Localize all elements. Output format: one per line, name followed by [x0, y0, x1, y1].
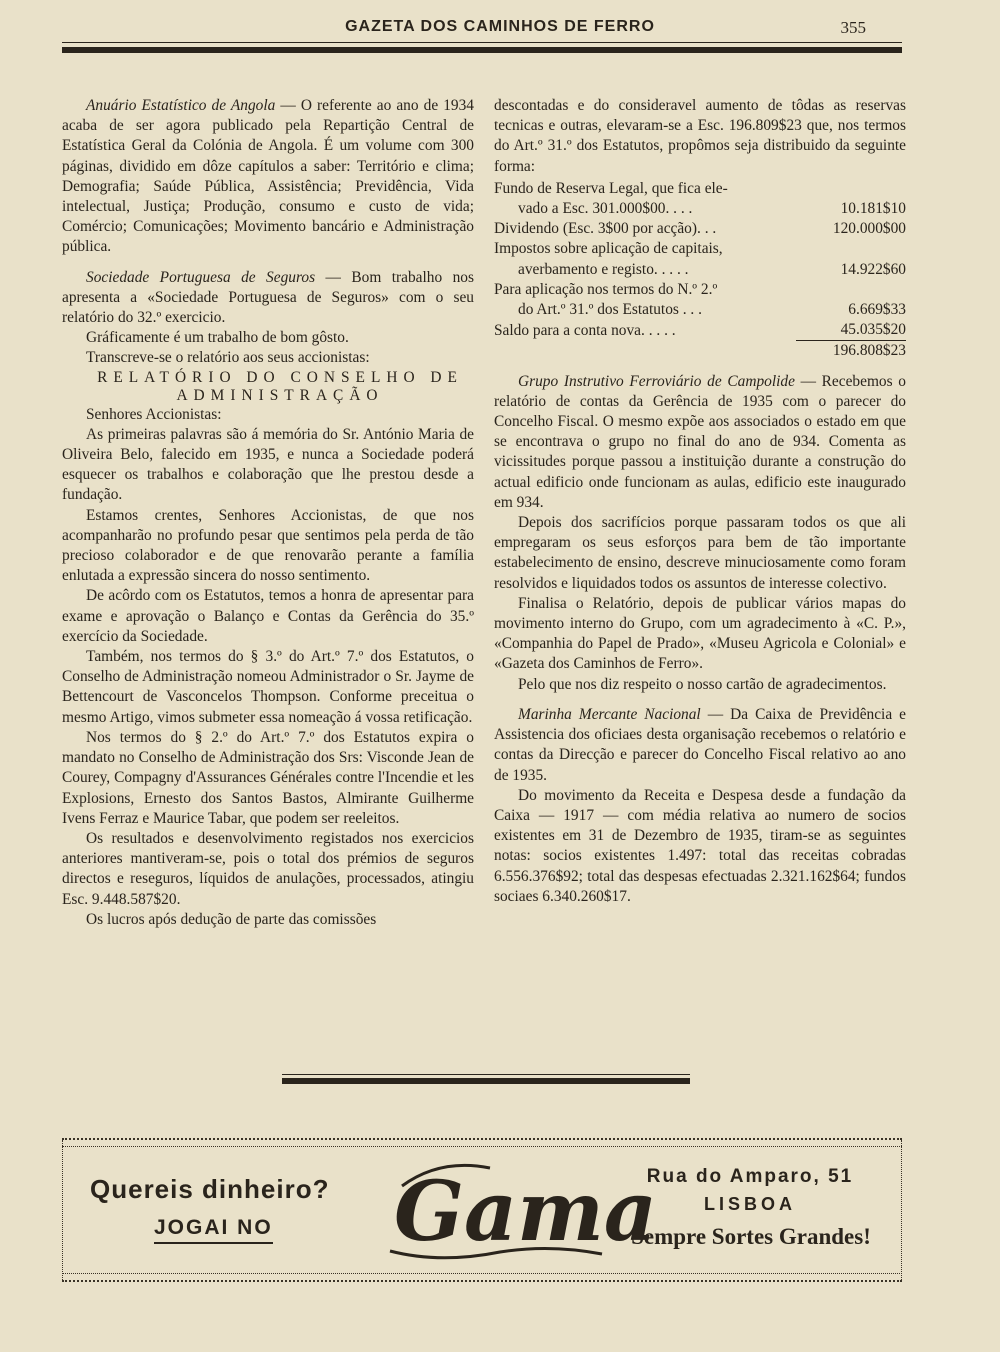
relatorio-paragraph: Também, nos termos do § 3.º do Art.º 7.º dos Estatutos, o Conselho de Administração nomeou Administrador o Sr. Jayme de Bettencourt de Vasconcelos Thompson. Conforme preceitua o mesmo Artigo, vimos submeter essa nomeação á vossa retificação.	[62, 648, 474, 726]
gama-logo	[380, 1156, 658, 1266]
relatorio-title: RELATÓRIO DO CONSELHO DE	[97, 368, 463, 386]
distribution-amount: 10.181$10	[840, 200, 906, 218]
sociedade-paragraph: Transcreve-se o relatório aos seus accionistas:	[86, 349, 370, 367]
relatorio-paragraph: De acôrdo com os Estatutos, temos a honra de apresentar para exame e aprovação o Balanço e Contas da Gerência do 35.º exercício da Sociedade.	[62, 587, 474, 645]
grupo-paragraph: Finalisa o Relatório, depois de publicar vários mapas do movimento interno do Grupo, com um agradecimento à «C. P.», «Companhia do Papel de Prado», «Museu Agricola e Colonial» e «Gazeta dos Caminhos de Ferro».	[494, 594, 906, 673]
section-divider	[282, 1074, 690, 1075]
advertisement-box	[62, 1138, 902, 1282]
sociedade-article	[62, 268, 474, 329]
dotted-border	[62, 1140, 63, 1280]
distribution-row	[494, 179, 906, 199]
grupo-paragraph: Pelo que nos diz respeito o nosso cartão de agradecimentos.	[518, 675, 887, 693]
marinha-text: — Da Caixa de Previdência e Assistencia dos oficiaes desta organisação recebemos o relatório e contas da Direcção e parecer do Concelho Fiscal relativo ao ano de 1935.	[494, 705, 906, 784]
relatorio-paragraph: Nos termos do § 2.º do Art.º 7.º dos Estatutos expira o mandato no Conselho de Administração dos Srs: Visconde Jean de Courey, Compagny d'Assurances Générales contre l'Incendie et les Explosions, Ernesto dos Santos Bastos, Almirante Guilherme Ivens Ferraz e Maurice Tabar, que podem ser reeleitos.	[62, 728, 474, 827]
distribution-amount	[796, 239, 906, 259]
header-rule	[62, 42, 902, 43]
left-column	[62, 96, 474, 930]
distribution-label: Saldo para a conta nova. . . . .	[494, 321, 676, 339]
anuario-article	[62, 96, 474, 258]
page-number: 355	[840, 18, 866, 37]
distribution-amount: 120.000$00	[832, 220, 906, 238]
marinha-heading: Marinha Mercante Nacional	[518, 705, 701, 723]
grupo-article	[494, 372, 906, 513]
grupo-heading: Grupo Instrutivo Ferroviário de Campolide	[518, 372, 795, 390]
distribution-amount: 45.035$20	[840, 321, 906, 339]
distribution-label: Dividendo (Esc. 3$00 por acção). . .	[494, 220, 717, 238]
continued-paragraph: descontadas e do consideravel aumento de tôdas as reservas tecnicas e outras, elevaram-se a Esc. 196.809$23 que, nos termos do Art.º 31.º dos Estatutos, propômos seja distribuido da seguinte forma:	[494, 97, 906, 175]
relatorio-paragraph: Os lucros após dedução de parte das comissões	[86, 910, 377, 928]
dotted-border	[62, 1146, 902, 1147]
distribution-amount: 14.922$60	[840, 260, 906, 278]
distribution-label: Impostos sobre aplicação de capitais,	[494, 240, 723, 258]
anuario-text: — O referente ao ano de 1934 acaba de ser agora publicado pela Repartição Central de Estatística Geral da Colónia de Angola. É um volume com 300 páginas, dividido em dôze capítulos a saber: Território e clima; Demografia; Saúde Pública, Assistência; Previdência, Vida intelectual, Justiça; Produção, consumo e custo de vida; Comércio; Comunicações; Movimento bancário e Administração pública.	[62, 97, 474, 256]
anuario-heading: Anuário Estatístico de Angola	[86, 97, 276, 114]
distribution-amount	[796, 280, 906, 300]
header-rule-thick	[62, 47, 902, 53]
relatorio-paragraph: As primeiras palavras são á memória do Sr. António Maria de Oliveira Belo, falecido em 1935, e nunca a Sociedade poderá esquecer os trabalhos e colaboração que lhe prestou desde a fundação.	[62, 425, 474, 504]
grupo-text: — Recebemos o relatório de contas da Gerência de 1935 com o parecer do Concelho Fiscal. O mesmo expõe aos associados o estado em que se encontrava o grupo no final do ano de 934. Comenta as vicissitudes porque passou a instituição durante a construção do actual edificio onde funcionam as aulas, edificio este inaugurado em 934.	[494, 372, 906, 511]
distribution-label: Para aplicação nos termos do N.º 2.º	[494, 280, 718, 298]
relatorio-title: ADMINISTRAÇÃO	[176, 386, 384, 404]
ad-city: LISBOA	[703, 1194, 796, 1214]
grupo-paragraph: Depois dos sacrifícios porque passaram todos os que ali empregaram os seus esforços para bem de tão importante estabelecimento de ensino, descreve minuciosamente como foram resolvidos e liquidados todos os assuntos de interesse colectivo.	[494, 514, 906, 592]
distribution-table	[494, 179, 906, 362]
distribution-total-label	[494, 341, 796, 362]
ad-slogan: Sempre Sortes Grandes!	[631, 1224, 871, 1249]
relatorio-paragraph: Os resultados e desenvolvimento registados nos exercicios anteriores mantiveram-se, pois o total dos prémios de seguros directos e reseguros, líquidos de anulações, processados, atingiu Esc. 9.448.587$20.	[62, 829, 474, 908]
marinha-paragraph: Do movimento da Receita e Despesa desde a fundação da Caixa — 1917 — com média relativa ao numero de socios existentes em 31 de Dezembro de 1935, tiram-se as seguintes notas: socios existentes 1.497: total das receitas cobradas 6.556.376$92; total das despesas efectuadas 2.321.162$64; fundos sociaes 6.340.260$17.	[494, 786, 906, 905]
distribution-amount: 6.669$33	[848, 301, 906, 319]
distribution-label: averbamento e registo. . . . .	[518, 260, 689, 278]
distribution-row	[494, 260, 906, 280]
relatorio-paragraph: Senhores Accionistas:	[86, 405, 222, 423]
marinha-article	[494, 705, 906, 786]
distribution-total: 196.808$23	[796, 341, 906, 362]
distribution-label: Fundo de Reserva Legal, que fica ele-	[494, 179, 728, 197]
ad-play-text: JOGAI NO	[154, 1216, 273, 1244]
right-column	[494, 96, 906, 907]
distribution-row	[494, 199, 906, 219]
distribution-row	[494, 239, 906, 259]
header-title: GAZETA DOS CAMINHOS DE FERRO	[345, 18, 655, 35]
ad-address: Rua do Amparo, 51	[646, 1166, 854, 1187]
sociedade-text: — Bom trabalho nos apresenta a «Sociedade Portuguesa de Seguros» com o seu relatório do 32.º exercicio.	[62, 268, 474, 327]
distribution-total-row	[494, 341, 906, 362]
distribution-label: do Art.º 31.º dos Estatutos . . .	[518, 301, 702, 319]
dotted-border	[901, 1140, 902, 1280]
distribution-row	[494, 300, 906, 320]
sociedade-paragraph: Gráficamente é um trabalho de bom gôsto.	[86, 329, 349, 347]
relatorio-paragraph: Estamos crentes, Senhores Accionistas, de que nos acompanharão no profundo pesar que sentimos pela perda de tão precioso colaborador e de que renovarão perante a família enlutada a expressão sincera do nosso sentimento.	[62, 506, 474, 585]
ad-question: Quereis dinheiro?	[90, 1174, 330, 1204]
gama-logo-text: Gama	[394, 1164, 658, 1260]
distribution-row	[494, 320, 906, 341]
section-divider-thick	[282, 1078, 690, 1084]
distribution-amount	[796, 179, 906, 199]
dotted-border	[62, 1273, 902, 1274]
distribution-row	[494, 280, 906, 300]
sociedade-heading: Sociedade Portuguesa de Seguros	[86, 268, 316, 286]
distribution-label: vado a Esc. 301.000$00. . . .	[518, 200, 693, 218]
distribution-row	[494, 219, 906, 239]
